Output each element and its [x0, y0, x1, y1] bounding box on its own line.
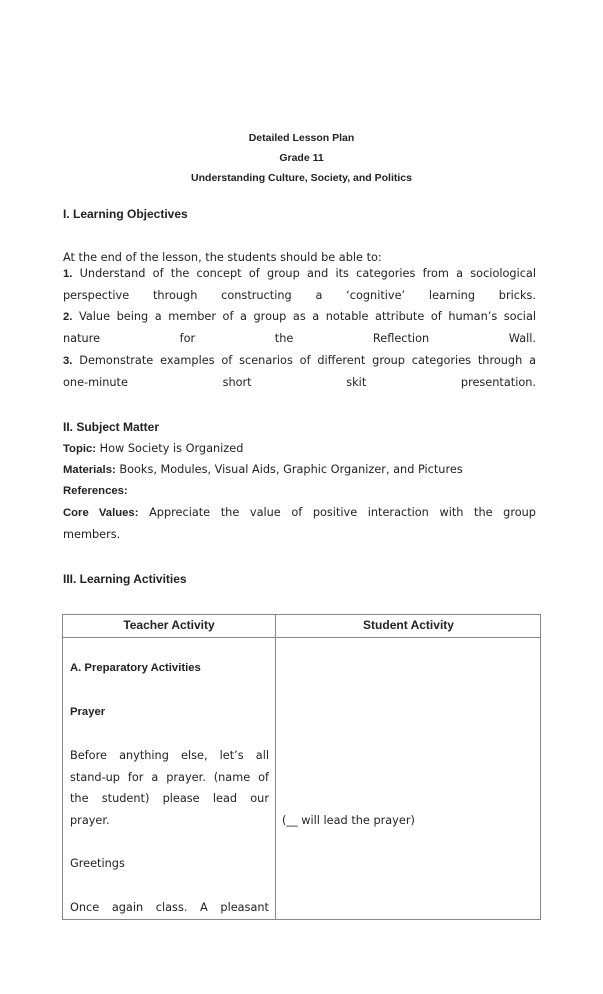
teacher-text-line: the student) please lead our [70, 792, 269, 805]
teacher-activity-header: Teacher Activity [123, 618, 215, 632]
teacher-text-line: stand-up for a prayer. (name of [70, 771, 269, 784]
activities-table [62, 614, 541, 920]
column-divider [275, 615, 276, 919]
header-divider [63, 637, 540, 638]
activities-heading: III. Learning Activities [63, 572, 187, 586]
objective-1 [63, 267, 536, 281]
references-line [63, 484, 128, 498]
materials-value: Books, Modules, Visual Aids, Graphic Organizer, and Pictures [119, 463, 463, 476]
objective-3-cont: one-minute short skit presentation. [63, 376, 536, 389]
topic-line [63, 442, 243, 456]
objective-3 [63, 354, 536, 368]
preparatory-activities-heading: A. Preparatory Activities [70, 662, 201, 674]
teacher-text-line: prayer. [70, 814, 110, 827]
objective-2-cont: nature for the Reflection Wall. [63, 332, 536, 345]
objective-number: 3. [63, 355, 73, 367]
objective-text: Demonstrate examples of scenarios of different group categories through a [79, 354, 536, 367]
grade-level: Grade 11 [279, 152, 324, 164]
subject-title: Understanding Culture, Society, and Politics [191, 172, 412, 184]
subject-heading: II. Subject Matter [63, 420, 160, 434]
student-activity-header: Student Activity [363, 618, 454, 632]
doc-title: Detailed Lesson Plan [248, 132, 355, 144]
prayer-heading: Prayer [70, 706, 106, 718]
core-values-value: Appreciate the value of positive interaction with the group [149, 506, 536, 519]
core-values-line [63, 506, 536, 520]
objective-number: 1. [63, 268, 73, 280]
core-values-cont: members. [63, 528, 121, 541]
objectives-intro: At the end of the lesson, the students should be able to: [63, 251, 382, 264]
materials-label: Materials: [63, 464, 116, 476]
teacher-text-line: Once again class. A pleasant [70, 901, 269, 914]
objective-text: Value being a member of a group as a notable attribute of human’s social [79, 310, 537, 323]
teacher-text-line: Before anything else, let’s all [70, 749, 269, 762]
materials-line [63, 463, 463, 477]
core-values-label: Core Values: [63, 507, 139, 519]
references-label: References: [63, 485, 128, 497]
topic-label: Topic: [63, 443, 97, 455]
objective-number: 2. [63, 311, 73, 323]
student-response: (__ will lead the prayer) [282, 814, 415, 827]
objective-2 [63, 310, 536, 324]
greetings-heading: Greetings [70, 857, 125, 870]
objectives-heading: I. Learning Objectives [63, 207, 188, 221]
objective-text: Understand of the concept of group and its categories from a sociological [79, 267, 536, 280]
topic-value: How Society is Organized [99, 442, 244, 455]
objective-1-cont: perspective through constructing a ‘cognitive’ learning bricks. [63, 289, 536, 302]
